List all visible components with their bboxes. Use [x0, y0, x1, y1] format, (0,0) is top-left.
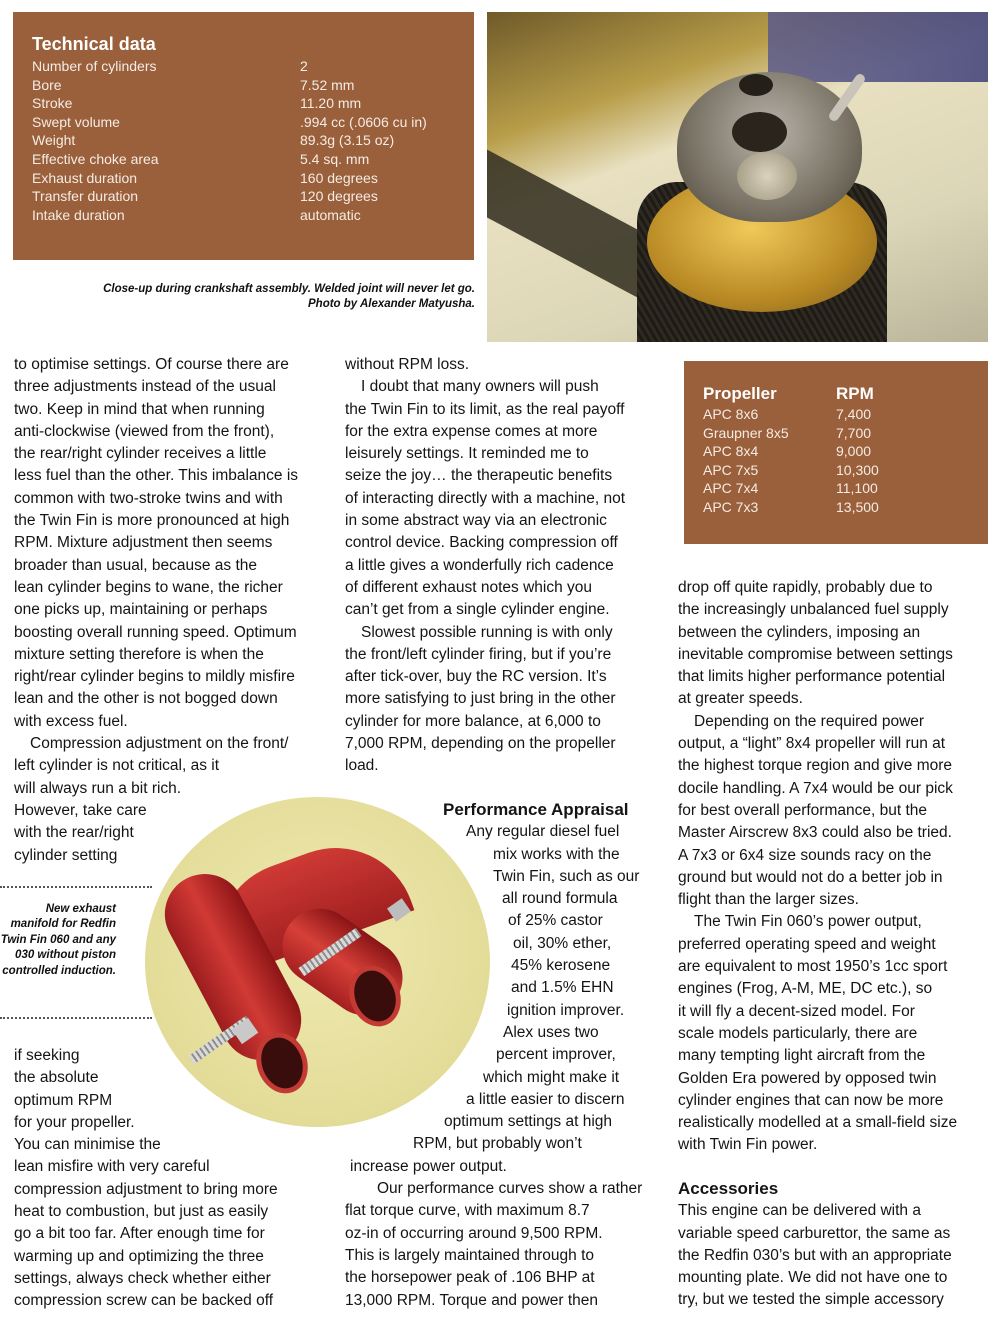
text-line: of 25% castor — [508, 912, 603, 930]
text-line: in some abstract way via an electronic — [345, 512, 607, 530]
photo-credit: Photo by Alexander Matyusha. — [308, 298, 475, 310]
text-line: lean misfire with very careful — [14, 1158, 210, 1176]
text-line: the highest torque region and give more — [678, 757, 953, 775]
text-line: percent improver, — [496, 1046, 616, 1064]
text-line: the front/left cylinder firing, but if you’re — [345, 645, 612, 663]
tech-data-value: 11.20 mm — [300, 95, 362, 112]
column1-text-top — [14, 354, 334, 867]
text-line: cylinder engines that can now be more — [678, 1091, 944, 1109]
text-line: preferred operating speed and weight — [678, 935, 936, 953]
propeller-row — [703, 498, 879, 517]
text-line: Slowest possible running is with only — [361, 623, 613, 641]
text-line: Twin Fin, such as our — [493, 867, 640, 885]
text-line: the Twin Fin to its limit, as the real payoff — [345, 400, 625, 418]
performance-appraisal-section — [345, 799, 660, 1312]
text-line: flat torque curve, with maximum 8.7 — [345, 1202, 590, 1220]
text-line: docile handling. A 7x4 would be our pick — [678, 779, 953, 797]
text-line: seize the joy… the therapeutic benefits — [345, 467, 613, 485]
text-line: However, take care — [14, 801, 147, 819]
tech-data-row — [32, 113, 472, 132]
manifold-caption-text: New exhaust manifold for Redfin Twin Fin 060 and any 030 without piston controlled induction. — [0, 903, 116, 977]
propeller-rpm-table — [684, 361, 988, 544]
text-line: oil, 30% ether, — [513, 934, 612, 952]
dotted-divider-top — [0, 886, 152, 888]
performance-heading: Performance Appraisal — [443, 800, 629, 819]
propeller-rpm: 13,500 — [836, 498, 879, 515]
tech-data-label: Weight — [32, 132, 76, 149]
propeller-table-header — [703, 384, 874, 404]
tech-data-label: Transfer duration — [32, 188, 139, 205]
propeller-row — [703, 442, 879, 461]
text-line: the Redfin 030’s but with an appropriate — [678, 1246, 952, 1264]
text-line: the horsepower peak of .106 BHP at — [345, 1269, 595, 1287]
tech-data-row — [32, 131, 472, 150]
text-line: lean cylinder begins to wane, the richer — [14, 578, 283, 596]
text-line: mix works with the — [493, 845, 620, 863]
text-line: of different exhaust notes which you — [345, 578, 593, 596]
text-line: can’t get from a single cylinder engine. — [345, 601, 610, 619]
photo-caption — [20, 282, 475, 312]
propeller-row — [703, 479, 879, 498]
column2-text-top — [345, 354, 660, 778]
tech-data-value: .994 cc (.0606 cu in) — [300, 113, 427, 130]
propeller-rpm: 9,000 — [836, 443, 872, 459]
text-line: anti-clockwise (viewed from the front), — [14, 422, 275, 440]
header-rpm: RPM — [836, 384, 874, 403]
text-line: mixture setting therefore is when the — [14, 645, 264, 663]
header-propeller: Propeller — [703, 384, 777, 403]
tech-data-value: automatic — [300, 206, 361, 223]
propeller-rpm: 11,100 — [836, 480, 878, 496]
tech-data-row — [32, 169, 472, 188]
text-line: optimum RPM — [14, 1091, 113, 1109]
text-line: oz-in of occurring around 9,500 RPM. — [345, 1224, 603, 1242]
propeller-rpm: 10,300 — [836, 461, 879, 478]
accessories-section — [678, 1178, 988, 1312]
text-line: many tempting light aircraft from the — [678, 1047, 926, 1065]
text-line: for your propeller. — [14, 1113, 135, 1131]
propeller-name: Graupner 8x5 — [703, 424, 789, 441]
text-line: that limits higher performance potential — [678, 668, 946, 686]
text-line: I doubt that many owners will push — [361, 378, 599, 396]
tech-data-label: Bore — [32, 76, 62, 93]
text-line: less fuel than the other. This imbalance is — [14, 467, 299, 485]
tech-data-label: Number of cylinders — [32, 58, 157, 74]
text-line: right/rear cylinder begins to mildly misfire — [14, 668, 295, 686]
text-line: Golden Era powered by opposed twin — [678, 1069, 937, 1087]
tech-data-value: 2 — [300, 58, 308, 74]
text-line: without RPM loss. — [345, 356, 470, 373]
technical-data-box — [13, 12, 474, 260]
text-line: are equivalent to most 1950’s 1cc sport — [678, 958, 948, 976]
text-line: engines (Frog, A-M, ME, DC etc.), so — [678, 980, 933, 998]
text-line: after tick-over, buy the RC version. It’s — [345, 668, 607, 686]
text-line: of interacting directly with a machine, not — [345, 489, 625, 507]
text-line: output, a “light” 8x4 propeller will run at — [678, 735, 946, 753]
text-line: common with two-stroke twins and with — [14, 489, 283, 507]
text-line: one picks up, maintaining or perhaps — [14, 601, 268, 619]
text-line: compression adjustment to bring more — [14, 1180, 278, 1198]
text-line: mounting plate. We did not have one to — [678, 1269, 948, 1287]
technical-data-table — [32, 57, 472, 224]
text-line: ground but would not do a better job in — [678, 868, 943, 886]
text-line: boosting overall running speed. Optimum — [14, 623, 297, 641]
text-line: ignition improver. — [507, 1001, 625, 1019]
text-line: Compression adjustment on the front/ — [30, 735, 289, 753]
propeller-row — [703, 461, 879, 480]
tech-data-label: Intake duration — [32, 206, 125, 223]
text-line: for the extra expense comes at more — [345, 422, 598, 440]
text-line: three adjustments instead of the usual — [14, 378, 276, 396]
text-line: warming up and optimizing the three — [14, 1247, 264, 1265]
text-line: it will fly a decent-sized model. For — [678, 1002, 915, 1020]
text-line: a little easier to discern — [466, 1090, 625, 1108]
text-line: optimum settings at high — [444, 1113, 613, 1131]
text-line: cylinder setting — [14, 846, 118, 864]
propeller-row — [703, 405, 879, 424]
text-line: The Twin Fin 060’s power output, — [694, 913, 922, 931]
text-line: more satisfying to just bring in the other — [345, 690, 616, 708]
text-line: Alex uses two — [503, 1023, 599, 1041]
propeller-name: APC 8x4 — [703, 443, 759, 459]
text-line: A 7x3 or 6x4 size sounds racy on the — [678, 846, 932, 864]
tech-data-value: 120 degrees — [300, 188, 378, 205]
photo-caption-line1: Close-up during crankshaft assembly. Welded joint will never let go. — [103, 283, 475, 295]
text-line: to optimise settings. Of course there are — [14, 356, 289, 373]
text-line: load. — [345, 757, 379, 775]
tech-data-value: 160 degrees — [300, 169, 378, 186]
text-line: inevitable compromise between settings — [678, 645, 953, 663]
text-line: for best overall performance, but the — [678, 801, 927, 819]
text-line: a little gives a wonderfully rich cadence — [345, 556, 614, 574]
tech-data-label: Swept volume — [32, 113, 120, 130]
text-line: if seeking — [14, 1047, 80, 1064]
text-line: Our performance curves show a rather — [377, 1180, 643, 1198]
technical-data-title: Technical data — [32, 34, 156, 54]
text-line: try, but we tested the simple accessory — [678, 1291, 944, 1309]
text-line: scale models particularly, there are — [678, 1024, 918, 1042]
propeller-row — [703, 424, 879, 443]
text-line: Any regular diesel fuel — [466, 823, 620, 841]
text-line: Depending on the required power — [694, 712, 925, 730]
text-line: This is largely maintained through to — [345, 1246, 594, 1264]
text-line: flight than the larger sizes. — [678, 891, 859, 909]
text-line: 45% kerosene — [511, 957, 611, 975]
text-line: between the cylinders, imposing an — [678, 623, 921, 641]
text-line: broader than usual, because as the — [14, 556, 258, 574]
propeller-name: APC 7x4 — [703, 480, 759, 496]
propeller-rpm: 7,700 — [836, 424, 872, 441]
accessories-heading: Accessories — [678, 1179, 779, 1198]
text-line: Master Airscrew 8x3 could also be tried. — [678, 824, 952, 842]
tech-data-row — [32, 187, 472, 206]
text-line: RPM, but probably won’t — [413, 1135, 582, 1153]
propeller-name: APC 7x3 — [703, 498, 759, 515]
text-line: left cylinder is not critical, as it — [14, 757, 220, 775]
text-line: control device. Backing compression off — [345, 534, 618, 552]
tech-data-row — [32, 94, 472, 113]
tech-data-row — [32, 57, 472, 76]
crankshaft-assembly-photo — [487, 12, 988, 342]
text-line: cylinder for more balance, at 6,000 to — [345, 712, 601, 730]
text-line: go a bit too far. After enough time for — [14, 1225, 265, 1243]
tech-data-row — [32, 206, 472, 225]
text-line: the Twin Fin is more pronounced at high — [14, 512, 290, 530]
text-line: 7,000 RPM, depending on the propeller — [345, 735, 616, 753]
tech-data-row — [32, 76, 472, 95]
accessories-text — [678, 1200, 988, 1311]
tech-data-label: Stroke — [32, 95, 73, 112]
text-line: which might make it — [483, 1068, 620, 1086]
text-line: You can minimise the — [14, 1136, 161, 1154]
text-line: lean and the other is not bogged down — [14, 690, 278, 708]
text-line: compression screw can be backed off — [14, 1292, 274, 1310]
tech-data-value: 89.3g (3.15 oz) — [300, 132, 395, 149]
propeller-name: APC 8x6 — [703, 406, 759, 422]
dotted-divider-bottom — [0, 1017, 152, 1019]
text-line: 13,000 RPM. Torque and power then — [345, 1291, 599, 1309]
tech-data-label: Exhaust duration — [32, 169, 138, 186]
text-line: leisurely settings. It reminded me to — [345, 445, 589, 463]
text-line: variable speed carburettor, the same as — [678, 1224, 951, 1242]
column3-text-top — [678, 577, 988, 1157]
text-line: at greater speeds. — [678, 690, 803, 708]
text-line: increase power output. — [350, 1157, 507, 1175]
text-line: This engine can be delivered with a — [678, 1202, 921, 1220]
propeller-name: APC 7x5 — [703, 461, 759, 478]
text-line: the increasingly unbalanced fuel supply — [678, 601, 949, 619]
propeller-table-body — [703, 405, 879, 516]
text-line: RPM. Mixture adjustment then seems — [14, 534, 273, 552]
tech-data-label: Effective choke area — [32, 150, 159, 167]
text-line: and 1.5% EHN — [511, 979, 614, 997]
propeller-rpm: 7,400 — [836, 406, 872, 422]
manifold-caption — [0, 886, 118, 1019]
text-line: will always run a bit rich. — [14, 779, 182, 797]
performance-text — [345, 821, 660, 1312]
text-line: with the rear/right — [14, 824, 134, 842]
text-line: drop off quite rapidly, probably due to — [678, 579, 933, 596]
tech-data-value: 7.52 mm — [300, 76, 355, 93]
text-line: realistically modelled at a small-field size — [678, 1114, 958, 1132]
text-line: two. Keep in mind that when running — [14, 400, 265, 418]
text-line: with Twin Fin power. — [678, 1136, 818, 1154]
text-line: the absolute — [14, 1069, 99, 1087]
text-line: settings, always check whether either — [14, 1269, 271, 1287]
text-line: all round formula — [502, 890, 618, 908]
tech-data-row — [32, 150, 472, 169]
text-line: heat to combustion, but just as easily — [14, 1203, 269, 1221]
tech-data-value: 5.4 sq. mm — [300, 150, 370, 167]
text-line: the rear/right cylinder receives a little — [14, 445, 267, 463]
text-line: with excess fuel. — [14, 712, 128, 730]
